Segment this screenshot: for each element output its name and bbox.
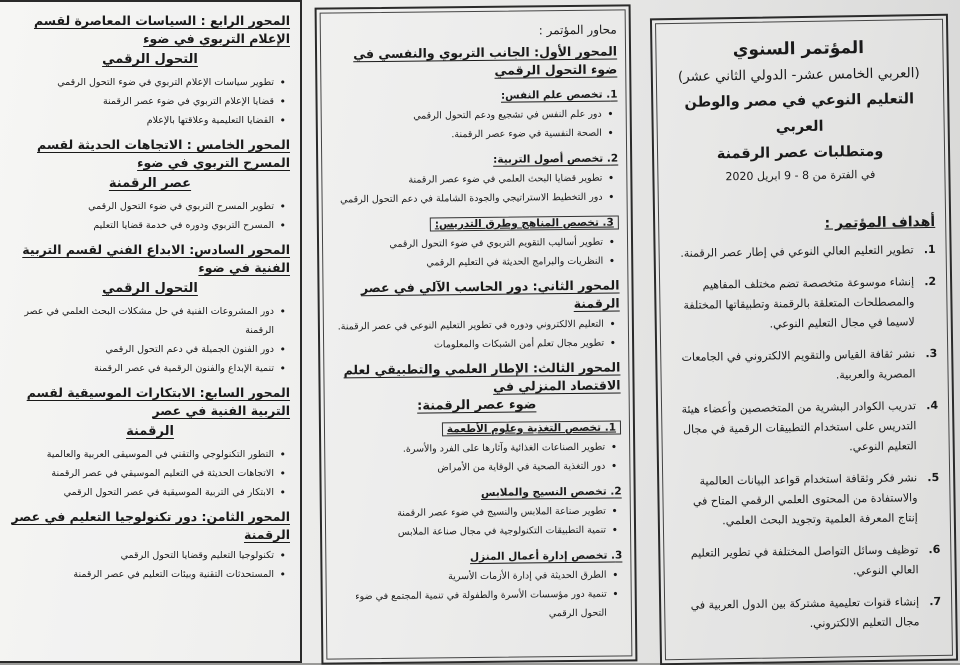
conference-theme-line2: ومتطلبات عصر الرقمنة: [716, 143, 884, 163]
axis7-list: [10, 445, 290, 502]
axis2-list: [332, 314, 620, 355]
list-item: • تطوير سياسات الإعلام التربوي في ضوء التحول الرقمي: [10, 73, 274, 92]
spec2-title: 2. تخصص أصول التربية:: [493, 152, 619, 166]
axis4-subtitle: التحول الرقمي: [102, 52, 198, 67]
list-item: • تطوير الصناعات الغذائية وآثارها على الفرد والأسرة.: [333, 438, 605, 460]
spec3-title: 3. تخصص المناهج وطرق التدريس:: [331, 214, 619, 233]
conference-title: المؤتمر السنوي: [732, 38, 865, 61]
conference-date: في الفترة من 8 - 9 ابريل 2020: [725, 167, 876, 184]
list-item: • تنمية دور مؤسسات الأسرة والطفولة في تنمية المجتمع في ضوء التحول الرقمي: [335, 585, 607, 626]
list-item: • تطوير صناعة الملابس والنسيج في ضوء عصر الرقمنة: [334, 502, 606, 524]
axis1-title: المحور الأول: الجانب التربوي والنفسي في ضوء التحول الرقمي: [353, 43, 618, 78]
spec5-list: [334, 501, 622, 542]
goal-item: [671, 468, 940, 532]
axis6-subtitle: التحول الرقمي: [102, 281, 198, 296]
list-item: • تطوير مجال تعلم أمن الشبكات والمعلومات: [332, 334, 604, 356]
axis5-subtitle: عصر الرقمنة: [108, 176, 192, 191]
goal-text: نشر ثقافة القياس والتقويم الالكتروني في الجامعات المصرية والعربية.: [681, 347, 916, 382]
axis8-title: المحور الثامن: دور تكنولوجيا التعليم في عصر الرقمنة: [11, 509, 290, 542]
list-item: • الابتكار في التربية الموسيقية في عصر التحول الرقمي: [10, 483, 274, 502]
axes-panel: [315, 4, 638, 664]
list-item: • الاتجاهات الحديثة في التعليم الموسيقي في عصر الرقمنة: [10, 464, 274, 483]
goal-item: [668, 272, 937, 336]
goal-item: [672, 540, 941, 584]
goal-item: [673, 592, 942, 636]
goal-number: 2.: [924, 274, 937, 289]
spec1-list: [330, 105, 618, 146]
list-item: • الصحة النفسية في ضوء عصر الرقمنة.: [330, 124, 602, 146]
goal-number: 3.: [925, 346, 938, 361]
goal-number: 6.: [928, 542, 941, 557]
axis7-subtitle: الرقمنة: [126, 424, 174, 439]
list-item: • دور التخطيط الاستراتيجي والجودة الشاملة في دعم التحول الرقمي: [330, 188, 602, 210]
goal-text: تطوير التعليم العالي النوعي في إطار عصر الرقمنة.: [680, 243, 914, 260]
goal-text: إنشاء قنوات تعليمية مشتركة بين الدول العربية في مجال التعليم الالكتروني.: [690, 595, 920, 630]
list-item: • التطور التكنولوجي والتقني في الموسيقى العربية والعالمية: [10, 445, 274, 464]
axis8-list: [10, 546, 290, 584]
list-item: • تنمية التطبيقات التكنولوجية في مجال صناعة الملابس: [334, 521, 606, 543]
spec4-title: 1. تخصص التغذية وعلوم الأطعمة: [333, 419, 621, 438]
list-item: • تطوير المسرح التربوي في ضوء التحول الرقمي: [10, 197, 274, 216]
goal-item: [670, 396, 939, 460]
axis3-title: المحور الثالث: الإطار العلمي والتطبيقي لعلم الاقتصاد المنزلي في: [343, 359, 621, 394]
axis5-list: [10, 197, 290, 235]
spec2-list: [330, 169, 618, 210]
spec1-title: 1. تخصص علم النفس:: [500, 88, 618, 102]
list-item: • النظريات والبرامج الحديثة في التعليم الرقمي: [331, 252, 603, 274]
axis2-title: المحور الثاني: دور الحاسب الآلي في عصر الرقمنة: [360, 277, 620, 311]
list-item: • المستحدثات التقنية وبيئات التعليم في عصر الرقمنة: [10, 565, 274, 584]
conference-theme-line1: التعليم النوعي في مصر والوطن العربي: [684, 91, 915, 136]
goals-title: أهداف المؤتمر :: [824, 213, 936, 232]
axis4-title: المحور الرابع : السياسات المعاصرة لقسم الإعلام التربوي في ضوء: [33, 13, 290, 46]
list-item: • التعليم الالكتروني ودوره في تطوير التعليم النوعي في عصر الرقمنة.: [332, 315, 604, 337]
goal-number: 7.: [929, 594, 942, 609]
goal-number: 5.: [927, 470, 940, 485]
list-item: • دور الفنون الجميلة في دعم التحول الرقمي: [10, 340, 274, 359]
goal-item: [667, 240, 935, 264]
list-item: • تنمية الإبداع والفنون الرقمية في عصر الرقمنة: [10, 359, 274, 378]
goal-text: توظيف وسائل التواصل المختلفة في تطوير التعليم العالي النوعي.: [690, 543, 919, 578]
goal-number: 4.: [926, 398, 939, 413]
axis6-title: المحور السادس: الابداع الفني لقسم التربية الفنية في ضوء: [22, 242, 290, 275]
axes-header: محاور المؤتمر :: [538, 22, 617, 38]
list-item: • تطوير قضايا البحث العلمي في ضوء عصر الرقمنة: [330, 169, 602, 191]
axis6-list: [10, 302, 290, 378]
spec5-title: 2. تخصص النسيج والملابس: [480, 485, 622, 499]
spec3-list: [331, 232, 619, 273]
goal-number: 1.: [923, 242, 936, 257]
goals-list: [667, 240, 941, 636]
goal-text: نشر فكر وثقافة استخدام قواعد البيانات العالمية والاستفادة من المحتوى العلمي الرقمي المتاح في إنتاج المعرفة العلمية وتجويد البحث العلمي.: [692, 471, 918, 528]
axis7-title: المحور السابع: الابتكارات الموسيقية لقسم التربية الفنية في عصر: [26, 385, 290, 418]
list-item: • المسرح التربوي ودوره في خدمة قضايا التعليم: [10, 216, 274, 235]
cover-panel: [650, 14, 958, 665]
spec6-title: 3. تخصص إدارة أعمال المنزل: [469, 549, 623, 564]
conference-subtitle: (العربي الخامس عشر- الدولي الثاني عشر): [677, 65, 920, 85]
axis4-list: [10, 73, 290, 130]
list-item: • قضايا الإعلام التربوي في ضوء عصر الرقمنة: [10, 92, 274, 111]
goal-text: تدريب الكوادر البشرية من المتخصصين وأعضاء هيئة التدريس على استخدام التطبيقات الرقمية في مجال التعليم النوعي.: [681, 399, 917, 454]
axis5-title: المحور الخامس : الاتجاهات الحديثة لقسم المسرح التربوي في ضوء: [37, 137, 290, 170]
list-item: • تطوير أساليب التقويم التربوي في ضوء التحول الرقمي: [331, 233, 603, 255]
goal-text: إنشاء موسوعة متخصصة تضم مختلف المفاهيم والمصطلحات المتعلقة بالرقمنة وتطبيقاتها المختلفة لاسيما في مجال التعليم النوعي.: [683, 275, 915, 331]
list-item: • دور علم النفس في تشجيع ودعم التحول الرقمي: [330, 105, 602, 127]
spec6-list: [334, 565, 623, 625]
spec4-list: [333, 437, 621, 478]
list-item: • الطرق الحديثة في إدارة الأزمات الأسرية: [334, 566, 606, 588]
list-item: • القضايا التعليمية وعلاقتها بالإعلام: [10, 111, 274, 130]
list-item: • تكنولوجيا التعليم وقضايا التحول الرقمي: [10, 546, 274, 565]
axes-panel-continued: [0, 0, 302, 663]
list-item: • دور التغذية الصحية في الوقاية من الأمراض: [333, 457, 605, 479]
axis3-subtitle: ضوء عصر الرقمنة:: [417, 397, 537, 414]
goal-item: [669, 344, 938, 388]
list-item: • دور المشروعات الفنية في حل مشكلات البحث العلمي في عصر الرقمنة: [10, 302, 274, 340]
